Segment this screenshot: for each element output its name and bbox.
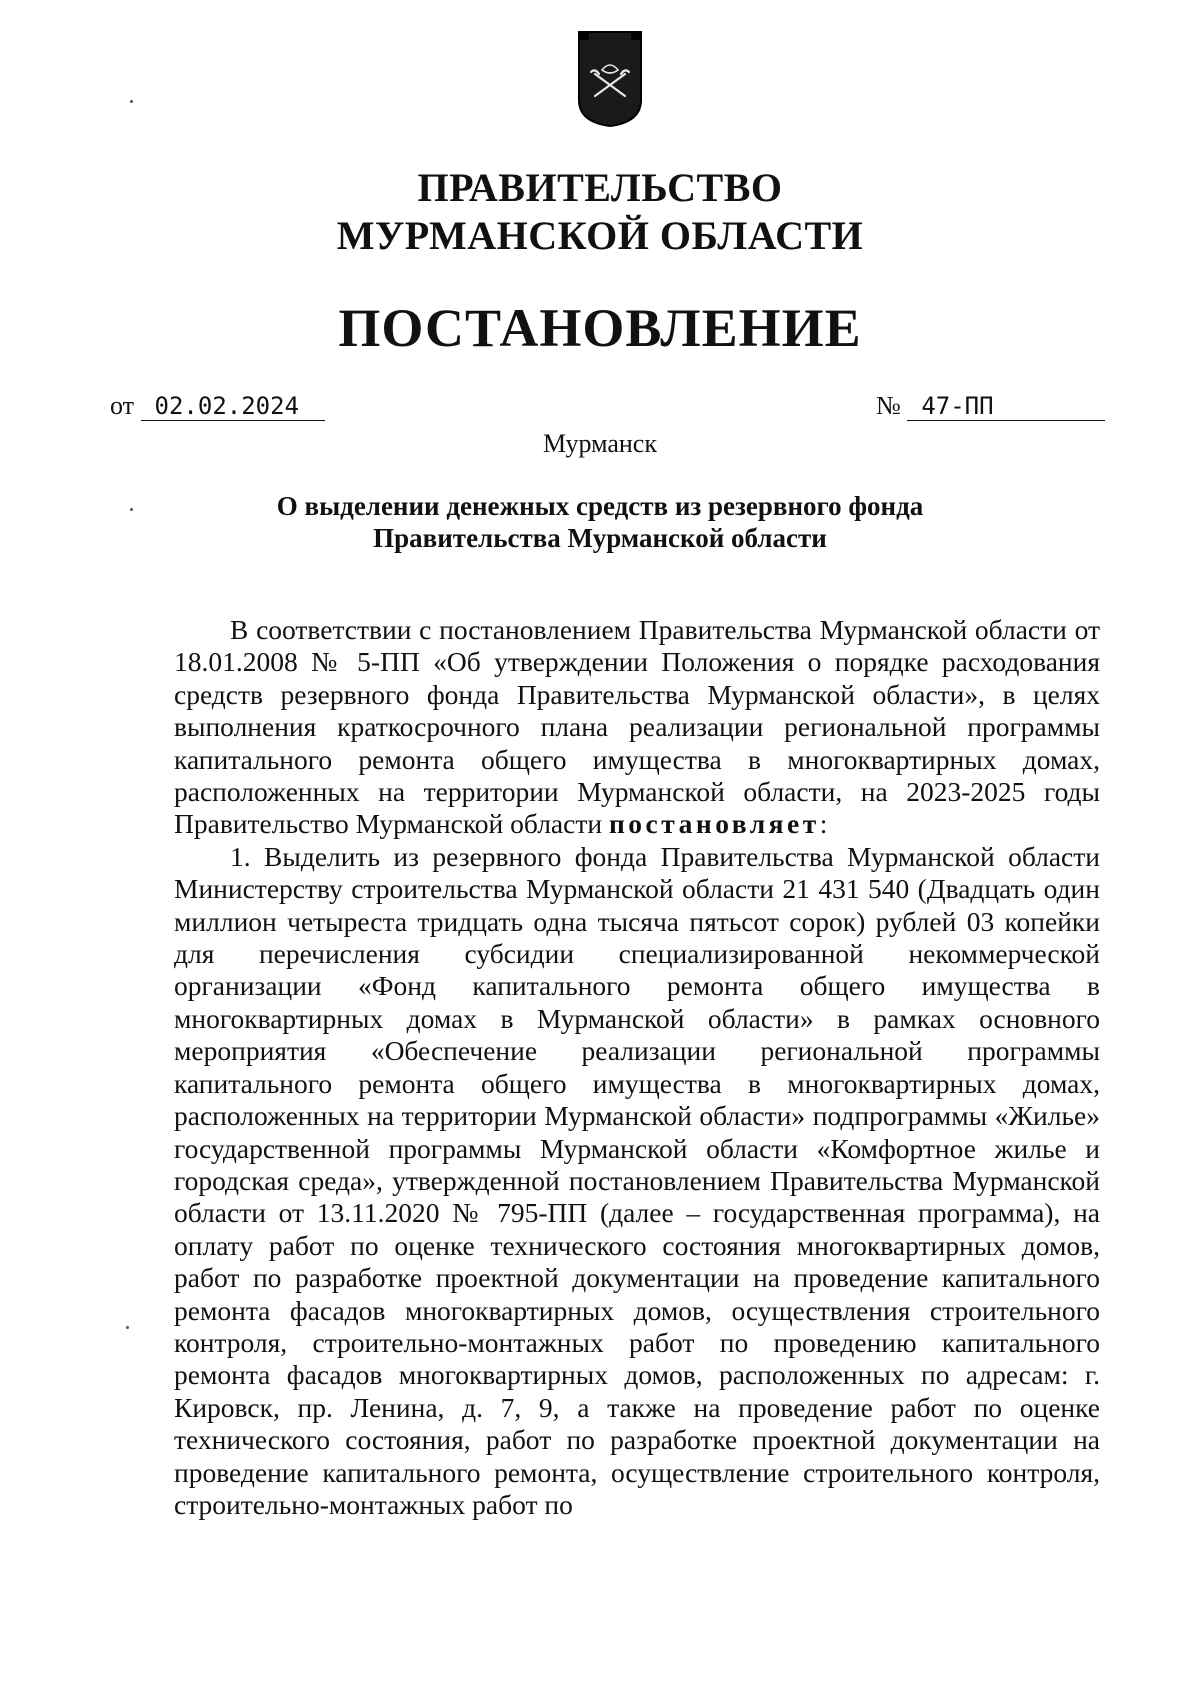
city-name: Мурманск [543, 429, 657, 458]
document-date: 02.02.2024 [141, 392, 325, 421]
decree-colon: : [819, 808, 828, 840]
preamble-text: В соответствии с постановлением Правительства Мурманской области от 18.01.2008 № 5-ПП «Об утверждении Положения о порядке расходования средств резервного фонда Правительства Мурманской области», в целях выполнения краткосрочного плана реализации региональной программы капитального ремонта общего имущества в многоквартирных домах, расположенных на территории Мурманской области, на 2023-2025 годы Правительство Мурманской области [174, 614, 1100, 840]
scan-speck [130, 100, 133, 103]
subject-line1: О выделении денежных средств из резервного фонда [276, 491, 924, 521]
document-type-title: ПОСТАНОВЛЕНИЕ [338, 298, 862, 358]
murmansk-coat-of-arms-icon [575, 30, 645, 128]
decree-word: постановляет [608, 808, 820, 840]
date-block [110, 390, 325, 422]
subject-line2: Правительства Мурманской области [373, 523, 827, 553]
document-number: 47-ПП [907, 392, 1105, 421]
number-block [876, 390, 1105, 422]
government-title-line1: ПРАВИТЕЛЬСТВО [417, 165, 783, 210]
preamble-paragraph [174, 614, 1100, 841]
number-prefix: № [876, 391, 901, 420]
clause-1-paragraph [174, 841, 1100, 1522]
government-title-line2: МУРМАНСКОЙ ОБЛАСТИ [336, 213, 864, 258]
date-prefix: от [110, 391, 135, 420]
scan-speck [126, 1326, 129, 1329]
clause-1-text: 1. Выделить из резервного фонда Правительства Мурманской области Министерству строительства Мурманской области 21 431 540 (Двадцать один миллион четыреста тридцать одна тысяча пятьсот сорок) рублей 03 копейки для перечисления субсидии специализированной некоммерческой организации «Фонд капитального ремонта общего имущества в многоквартирных домах в Мурманской области» в рамках основного мероприятия «Обеспечение реализации региональной программы капитального ремонта общего имущества в многоквартирных домах, расположенных на территории Мурманской области» подпрограммы «Жилье» государственной программы Мурманской области «Комфортное жилье и городская среда», утвержденной постановлением Правительства Мурманской области от 13.11.2020 № 795-ПП (далее – государственная программа), на оплату работ по оценке технического состояния многоквартирных домов, работ по разработке проектной документации на проведение капитального ремонта фасадов многоквартирных домов, осуществления строительного контроля, строительно-монтажных работ по проведению капитального ремонта фасадов многоквартирных домов, расположенных по адресам: г. Кировск, пр. Ленина, д. 7, 9, а также на проведение работ по оценке технического состояния, работ по разработке проектной документации на проведение капитального ремонта, осуществление строительного контроля, строительно-монтажных работ по [174, 840, 1100, 1520]
scan-speck [130, 508, 133, 511]
document-body [174, 614, 1100, 1521]
